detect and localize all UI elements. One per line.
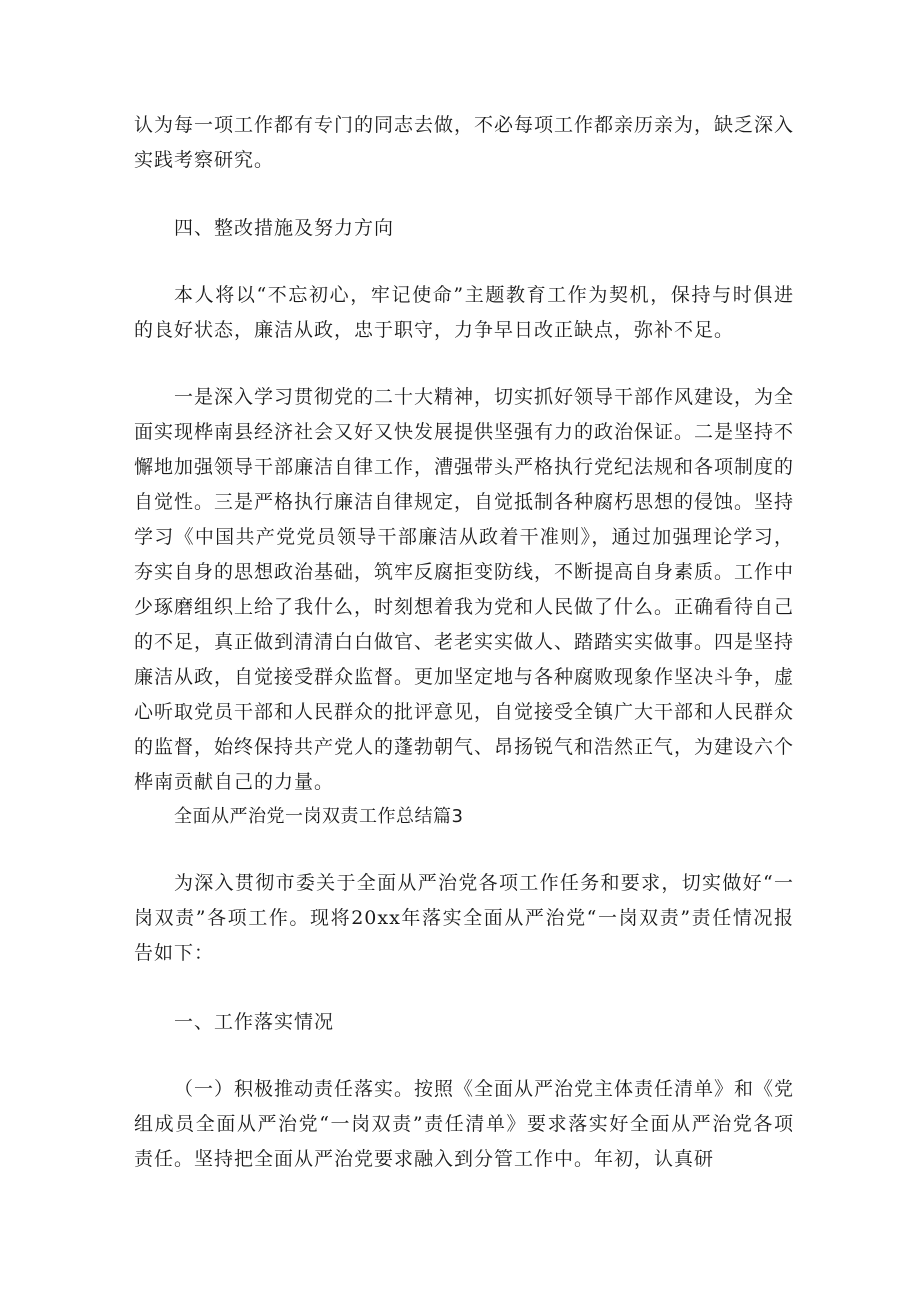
paragraph-intro: 本人将以“不忘初心，牢记使命”主题教育工作为契机，保持与时俱进的良好状态，廉洁从政，忠于职守，力争早日改正缺点，弥补不足。 [134, 284, 794, 341]
document-page [134, 108, 794, 1177]
heading-section-one: 一、工作落实情况 [174, 1011, 335, 1033]
heading-section-four: 四、整改措施及努力方向 [174, 217, 395, 239]
paragraph-report-intro: 为深入贯彻市委关于全面从严治党各项工作任务和要求，切实做好“一岗双责”各项工作。现将20xx年落实全面从严治党“一岗双责”责任情况报告如下： [134, 872, 794, 964]
paragraph-item-one: （一）积极推动责任落实。按照《全面从严治党主体责任清单》和《党组成员全面从严治党“一岗双责”责任清单》要求落实好全面从严治党各项责任。坚持把全面从严治党要求融入到分管工作中。年初，认真研 [134, 1078, 795, 1170]
paragraph-measures: 一是深入学习贯彻党的二十大精神，切实抓好领导干部作风建设，为全面实现桦南县经济社会又好又快发展提供坚强有力的政治保证。二是坚持不懈地加强领导干部廉洁自律工作，漕强带头严格执行党纪法规和各项制度的自觉性。三是严格执行廉洁自律规定，自觉抵制各种腐朽思想的侵蚀。坚持学习《中国共产党党员领导干部廉洁从政着干准则》，通过加强理论学习，夯实自身的思想政治基础，筑牢反腐拒变防线，不断提高自身素质。工作中少琢磨组织上给了我什么，时刻想着我为党和人民做了什么。正确看待自己的不足，真正做到清清白白做官、老老实实做人、踏踏实实做事。四是坚持廉洁从政，自觉接受群众监督。更加坚定地与各种腐败现象作坚决斗争，虚心听取党员干部和人民群众的批评意见，自觉接受全镇广大干部和人民群众的监督，始终保持共产党人的蓬勃朝气、昂扬锐气和浩然正气，为建设六个桦南贡献自己的力量。 [134, 386, 795, 793]
paragraph-continuation: 认为每一项工作都有专门的同志去做，不必每项工作都亲历亲为，缺乏深入实践考察研究。 [134, 114, 795, 171]
section-subtitle: 全面从严治党一岗双责工作总结篇3 [174, 806, 464, 827]
